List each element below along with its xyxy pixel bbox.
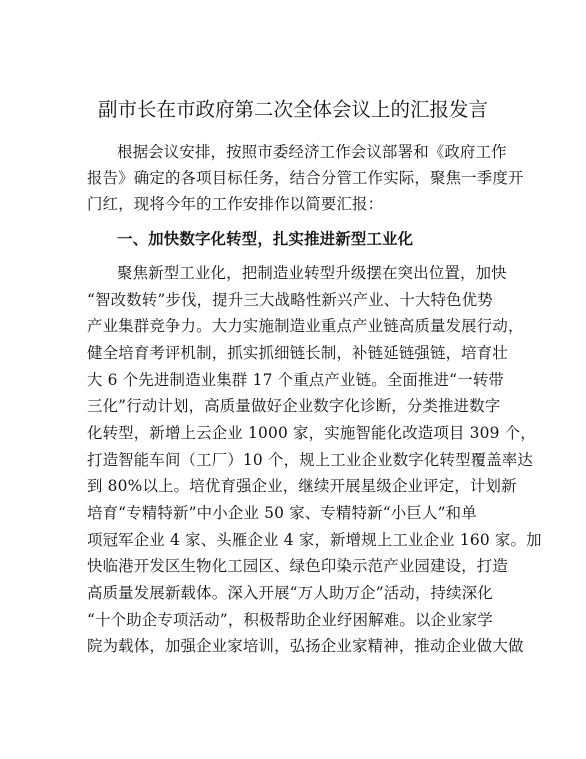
section-heading: 一、加快数字化转型，扎实推进新型工业化 (117, 230, 414, 248)
body-line: 健全培育考评机制，抓实抓细链长制，补链延链强链，培育壮 (87, 344, 508, 362)
body-line: 打造智能车间（工厂）10 个，规上工业企业数字化转型覆盖率达 (87, 451, 534, 469)
document-title: 副市长在市政府第二次全体会议上的汇报发言 (97, 98, 488, 121)
body-line: 大 6 个先进制造业集群 17 个重点产业链。全面推进“一转带 (87, 371, 504, 389)
body-line: 到 80%以上。培优育强企业，继续开展星级企业评定，计划新 (87, 477, 517, 495)
body-line: “智改数转”步伐，提升三大战略性新兴产业、十大特色优势 (87, 291, 493, 309)
intro-line: 根据会议安排，按照市委经济工作会议部署和《政府工作 (117, 143, 507, 161)
intro-line: 门红，现将今年的工作安排作以简要汇报： (87, 195, 384, 213)
body-line: 化转型，新增上云企业 1000 家，实施智能化改造项目 309 个， (87, 424, 536, 442)
intro-line: 报告》确定的各项目标任务，结合分管工作实际，聚焦一季度开 (87, 169, 524, 187)
body-line: 快临港开发区生物化工园区、绿色印染示范产业园建设，打造 (87, 557, 508, 575)
body-line: 高质量发展新载体。深入开展“万人助万企”活动，持续深化 (87, 584, 493, 602)
body-line: 培育“专精特新”中小企业 50 家、专精特新“小巨人”和单 (87, 504, 477, 522)
body-line: 院为载体，加强企业家培训，弘扬企业家精神，推动企业做大做 (87, 637, 524, 655)
body-line: 产业集群竞争力。大力实施制造业重点产业链高质量发展行动， (87, 317, 524, 335)
body-line: “十个助企专项活动”，积极帮助企业纾困解难。以企业家学 (87, 611, 493, 629)
body-line: 三化”行动计划，高质量做好企业数字化诊断，分类推进数字 (87, 397, 501, 415)
body-line: 聚焦新型工业化，把制造业转型升级摆在突出位置，加快 (117, 264, 507, 282)
body-line: 项冠军企业 4 家、头雁企业 4 家，新增规上工业企业 160 家。加 (87, 531, 542, 549)
